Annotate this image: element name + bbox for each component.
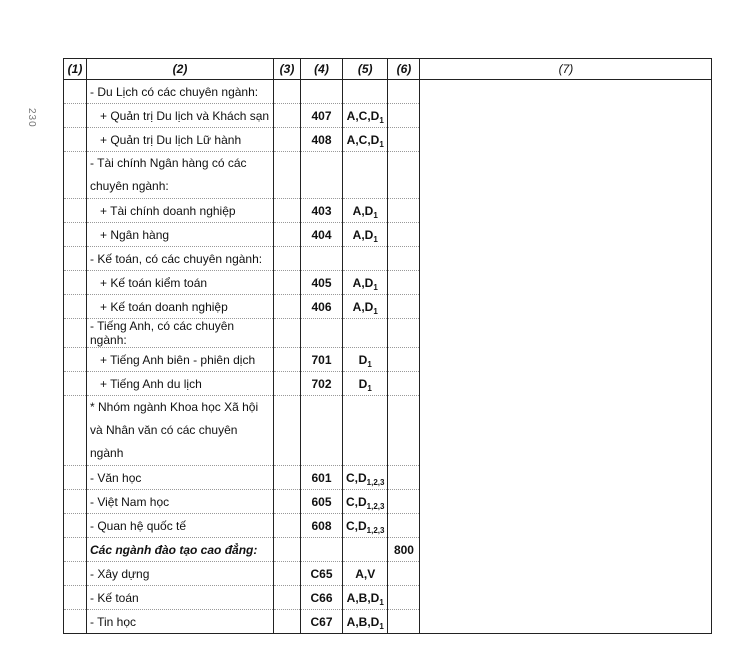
cell-code: 605 [301,490,343,514]
cell-program-name: * Nhóm ngành Khoa học Xã hội và Nhân văn có các chuyên ngành [87,396,274,466]
exam-block-main: A,D [352,299,374,314]
cell-exam-blocks [343,271,388,295]
cell-exam-blocks [343,396,388,466]
cell-code [301,396,343,466]
cell-col1 [64,80,87,104]
cell-col3 [274,396,301,466]
cell-program-name: Các ngành đào tạo cao đẳng: [87,538,274,562]
column-header-2: (2) [87,59,274,80]
table-row [64,223,712,247]
column-header-7: (7) [420,59,712,80]
exam-block-main: C,D [346,518,367,533]
cell-quota [388,562,420,586]
exam-block-main: A,D [352,275,374,290]
cell-quota [388,295,420,319]
cell-col3 [274,586,301,610]
cell-quota [388,223,420,247]
cell-col1 [64,514,87,538]
cell-code: 405 [301,271,343,295]
table-row [64,396,712,466]
cell-exam-blocks [343,538,388,562]
cell-col7 [420,538,712,562]
cell-quota [388,610,420,634]
exam-block-subscript: 1 [373,306,378,316]
cell-quota [388,319,420,348]
cell-col1 [64,610,87,634]
exam-block-subscript: 1 [379,597,384,607]
cell-col3 [274,80,301,104]
cell-exam-blocks [343,80,388,104]
cell-col7 [420,104,712,128]
cell-col3 [274,514,301,538]
cell-program-name: + Quản trị Du lịch và Khách sạn [87,104,274,128]
table-row [64,538,712,562]
cell-col7 [420,80,712,104]
cell-col3 [274,372,301,396]
cell-col7 [420,514,712,538]
cell-col7 [420,128,712,152]
cell-exam-blocks [343,348,388,372]
cell-program-name: + Tiếng Anh biên - phiên dịch [87,348,274,372]
cell-col3 [274,199,301,223]
cell-quota [388,199,420,223]
exam-block-main: A,D [352,227,374,242]
table-row [64,562,712,586]
cell-exam-blocks [343,466,388,490]
table-row [64,128,712,152]
cell-exam-blocks [343,319,388,348]
cell-col1 [64,396,87,466]
cell-program-name: - Tài chính Ngân hàng có các chuyên ngành: [87,152,274,199]
exam-block-main: A,B,D [346,590,380,605]
cell-col7 [420,490,712,514]
cell-code: 408 [301,128,343,152]
cell-exam-blocks [343,247,388,271]
cell-exam-blocks [343,610,388,634]
cell-code: 601 [301,466,343,490]
cell-code [301,538,343,562]
cell-col3 [274,271,301,295]
cell-program-name: - Tiếng Anh, có các chuyên ngành: [87,319,274,348]
cell-quota [388,104,420,128]
exam-block-main: C,D [346,470,367,485]
cell-quota [388,128,420,152]
cell-exam-blocks [343,223,388,247]
column-header-5: (5) [343,59,388,80]
cell-quota [388,80,420,104]
table-row [64,80,712,104]
cell-col7 [420,223,712,247]
table-row [64,247,712,271]
table-row [64,199,712,223]
exam-block-main: C,D [346,494,367,509]
exam-block-main: A,V [355,566,376,581]
cell-quota [388,271,420,295]
cell-exam-blocks [343,372,388,396]
cell-col3 [274,223,301,247]
cell-col7 [420,562,712,586]
cell-col7 [420,396,712,466]
cell-col1 [64,319,87,348]
column-header-6: (6) [388,59,420,80]
table-header [64,59,712,80]
table-row [64,490,712,514]
cell-col1 [64,490,87,514]
table-row [64,466,712,490]
cell-quota [388,586,420,610]
exam-block-subscript: 1 [367,383,372,393]
exam-block-main: A,C,D [346,108,380,123]
cell-program-name: + Kế toán doanh nghiệp [87,295,274,319]
cell-exam-blocks [343,152,388,199]
cell-col3 [274,295,301,319]
table-row [64,104,712,128]
cell-code [301,152,343,199]
cell-program-name: + Ngân hàng [87,223,274,247]
table-row [64,271,712,295]
cell-col1 [64,199,87,223]
table-row [64,348,712,372]
cell-exam-blocks [343,586,388,610]
cell-col7 [420,271,712,295]
cell-code: 407 [301,104,343,128]
cell-code: C65 [301,562,343,586]
exam-block-main: A,C,D [346,132,380,147]
cell-col3 [274,562,301,586]
cell-program-name: - Kế toán [87,586,274,610]
exam-block-subscript: 1 [367,359,372,369]
table-row [64,319,712,348]
cell-col3 [274,490,301,514]
cell-col3 [274,348,301,372]
exam-block-subscript: 1 [379,115,384,125]
table-row [64,295,712,319]
cell-program-name: - Quan hệ quốc tế [87,514,274,538]
cell-quota [388,247,420,271]
cell-col1 [64,128,87,152]
table-row [64,152,712,199]
exam-block-subscript: 1 [373,210,378,220]
cell-exam-blocks [343,295,388,319]
cell-col1 [64,538,87,562]
exam-block-subscript: 1,2,3 [366,525,385,535]
table-body [64,80,712,634]
cell-col7 [420,319,712,348]
cell-code: 702 [301,372,343,396]
cell-quota [388,152,420,199]
exam-block-subscript: 1 [373,234,378,244]
cell-col7 [420,610,712,634]
cell-code: 404 [301,223,343,247]
page-number: 230 [26,108,37,128]
cell-col7 [420,152,712,199]
cell-col7 [420,247,712,271]
cell-col1 [64,562,87,586]
cell-col1 [64,466,87,490]
cell-quota [388,466,420,490]
cell-exam-blocks [343,514,388,538]
cell-quota [388,514,420,538]
cell-program-name: - Xây dựng [87,562,274,586]
exam-block-subscript: 1 [373,282,378,292]
cell-col1 [64,295,87,319]
cell-col7 [420,199,712,223]
cell-col3 [274,466,301,490]
cell-exam-blocks [343,199,388,223]
cell-code: 403 [301,199,343,223]
cell-col7 [420,372,712,396]
cell-exam-blocks [343,128,388,152]
cell-col7 [420,466,712,490]
exam-block-main: A,B,D [346,614,380,629]
cell-col1 [64,586,87,610]
cell-code: 608 [301,514,343,538]
cell-code [301,319,343,348]
table-row [64,372,712,396]
table-row [64,514,712,538]
cell-col1 [64,348,87,372]
exam-block-subscript: 1,2,3 [366,477,385,487]
cell-code: C66 [301,586,343,610]
exam-block-subscript: 1,2,3 [366,501,385,511]
cell-code [301,247,343,271]
cell-col3 [274,610,301,634]
cell-code: C67 [301,610,343,634]
admissions-table [63,58,712,634]
cell-quota: 800 [388,538,420,562]
cell-program-name: - Việt Nam học [87,490,274,514]
exam-block-main: D [358,376,368,391]
cell-quota [388,396,420,466]
cell-col1 [64,104,87,128]
cell-exam-blocks [343,562,388,586]
cell-quota [388,490,420,514]
cell-program-name: + Quản trị Du lịch Lữ hành [87,128,274,152]
column-header-4: (4) [301,59,343,80]
cell-col3 [274,152,301,199]
cell-col3 [274,319,301,348]
table-row [64,610,712,634]
exam-block-subscript: 1 [379,621,384,631]
cell-program-name: - Tin học [87,610,274,634]
exam-block-main: D [358,352,368,367]
cell-col3 [274,128,301,152]
cell-exam-blocks [343,490,388,514]
cell-code: 406 [301,295,343,319]
table-row [64,586,712,610]
cell-code: 701 [301,348,343,372]
cell-code [301,80,343,104]
cell-col1 [64,271,87,295]
cell-program-name: + Kế toán kiểm toán [87,271,274,295]
cell-col1 [64,223,87,247]
cell-col7 [420,295,712,319]
cell-program-name: - Kế toán, có các chuyên ngành: [87,247,274,271]
exam-block-main: A,D [352,203,374,218]
cell-quota [388,372,420,396]
cell-col3 [274,247,301,271]
column-header-1: (1) [64,59,87,80]
cell-col1 [64,152,87,199]
cell-quota [388,348,420,372]
cell-program-name: + Tiếng Anh du lịch [87,372,274,396]
cell-col1 [64,372,87,396]
cell-program-name: + Tài chính doanh nghiệp [87,199,274,223]
column-header-3: (3) [274,59,301,80]
cell-program-name: - Văn học [87,466,274,490]
cell-col1 [64,247,87,271]
cell-program-name: - Du Lịch có các chuyên ngành: [87,80,274,104]
exam-block-subscript: 1 [379,139,384,149]
cell-col7 [420,586,712,610]
cell-col3 [274,104,301,128]
cell-exam-blocks [343,104,388,128]
cell-col3 [274,538,301,562]
cell-col7 [420,348,712,372]
